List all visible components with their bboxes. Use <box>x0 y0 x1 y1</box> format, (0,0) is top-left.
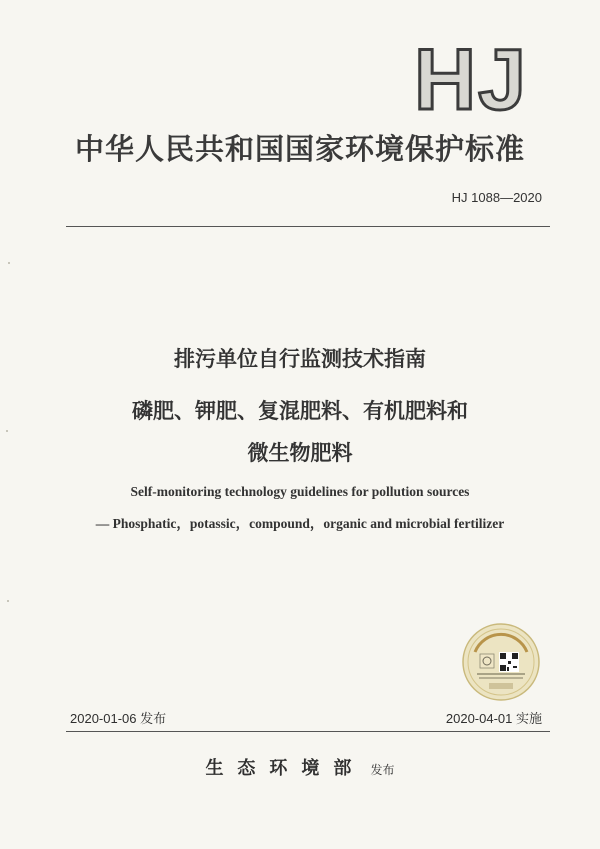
hj-logo <box>410 36 532 116</box>
scan-speck <box>6 430 8 432</box>
footer <box>0 754 600 780</box>
org-title: 中华人民共和国国家环境保护标准 <box>74 132 525 166</box>
issued-by-label: 发布 <box>370 763 395 777</box>
scan-speck <box>7 600 9 602</box>
title-cn-line3: 微生物肥料 <box>247 441 353 465</box>
implementation-date: 2020-04-01 实施 <box>445 711 542 726</box>
title-en-line1: Self-monitoring technology guidelines for pollution sources <box>130 484 470 499</box>
top-divider <box>66 226 550 227</box>
standard-code: HJ 1088—2020 <box>451 190 542 205</box>
title-en-line2: — Phosphatic，potassic，compound，organic and microbial fertilizer <box>95 516 505 531</box>
issuing-authority: 生态环境部 <box>205 758 366 779</box>
anti-counterfeit-seal-icon <box>461 622 541 702</box>
svg-text:HJ: HJ <box>414 36 528 116</box>
issue-date: 2020-01-06 发布 <box>70 711 167 726</box>
bottom-divider <box>66 731 550 732</box>
title-cn-line1: 排污单位自行监测技术指南 <box>174 347 426 371</box>
scan-speck <box>8 262 10 264</box>
title-cn-line2: 磷肥、钾肥、复混肥料、有机肥料和 <box>132 399 468 423</box>
